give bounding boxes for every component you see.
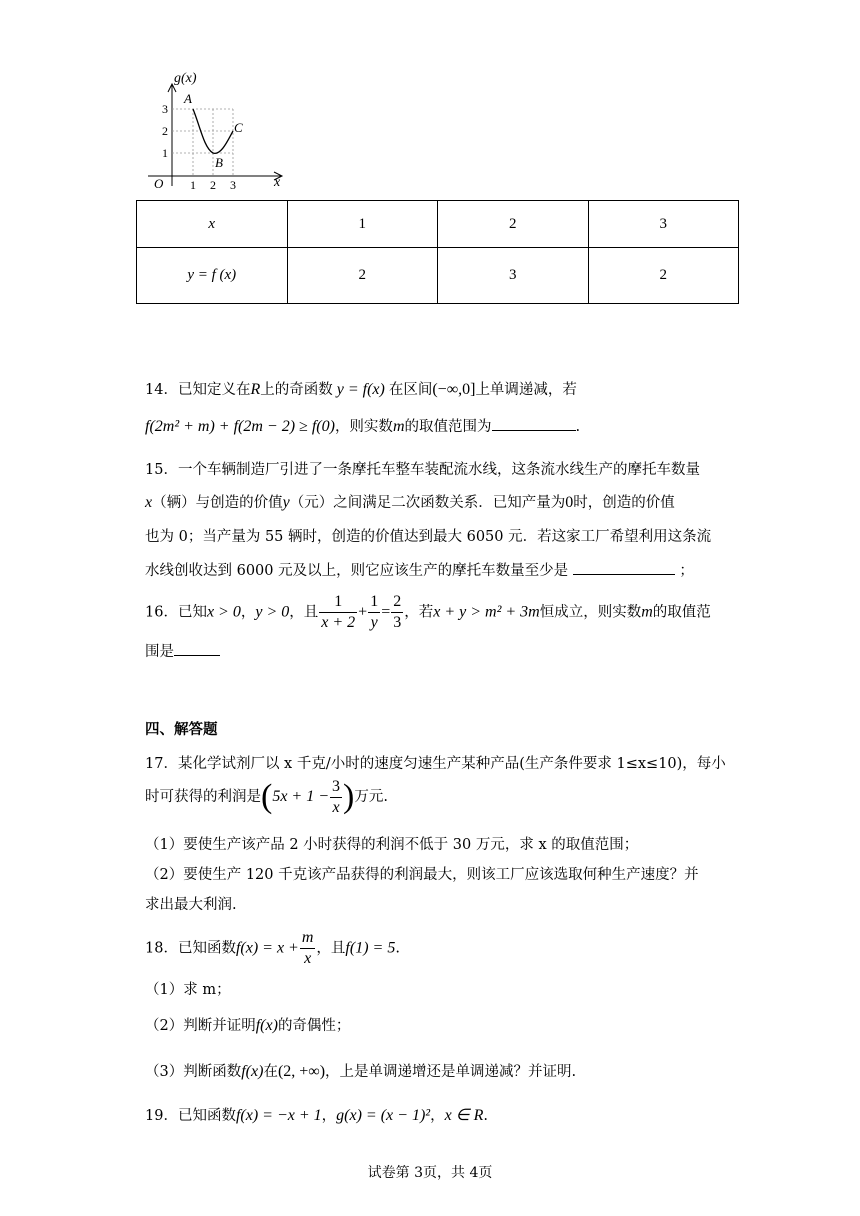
q16-line1: [145, 594, 711, 631]
q18-fx: f(x): [255, 1017, 278, 1034]
x-tick-2: 2: [210, 178, 216, 192]
q16-text: ，若: [404, 604, 434, 621]
q14-line1: 14．已知定义在R上的奇函数 y = f(x) 在区间(−∞,0]上单调递减，若: [145, 381, 577, 398]
q15-line4: [145, 559, 694, 580]
q17-part1: （1）要使生产该产品 2 小时获得的利润不低于 30 万元，求 x 的取值范围；: [145, 837, 639, 853]
q15-text: 时，创造的价值: [573, 495, 675, 511]
table-cell: y = f (x): [137, 248, 288, 304]
q16-sep: ，: [240, 604, 256, 621]
q16-answer-blank: [174, 655, 220, 656]
q14-m: m: [392, 418, 405, 435]
q14-line2: [145, 415, 580, 436]
q14-text: 上单调递减，若: [475, 382, 577, 398]
q16-number: 16．已知: [145, 604, 207, 621]
table-cell: 2: [588, 248, 739, 304]
q16-fraction-1: [319, 594, 357, 631]
table-row: [137, 248, 739, 304]
q18-text: ，上是单调递增还是单调递减？并证明.: [325, 1064, 577, 1080]
g-graph-svg: [140, 68, 290, 193]
y-tick-1: 1: [162, 146, 168, 160]
q18-text: 在: [263, 1064, 278, 1080]
fraction-denominator: x + 2: [321, 614, 356, 631]
q16-text: 恒成立，则实数: [539, 604, 642, 621]
q15-line2: [145, 491, 675, 512]
q19-sep: ，: [321, 1108, 337, 1124]
q19-sep: ，: [430, 1108, 445, 1124]
q19-line1: [145, 1104, 488, 1125]
q17-fraction: [330, 779, 342, 816]
y-tick-2: 2: [162, 124, 168, 138]
q15-text: （元）之间满足二次函数关系．已知产量为: [289, 495, 566, 511]
q18-condition: f(1) = 5: [345, 939, 396, 957]
q15-x: x: [145, 494, 153, 511]
q15-text: （辆）与创造的价值: [152, 495, 283, 511]
q15-line3: 也为 0；当产量为 55 辆时，创造的价值达到最大 6050 元．若这家工厂希望利用这条流: [145, 529, 712, 545]
q17-expression: 5x + 1 −: [272, 788, 330, 805]
q18-number: 18．已知函数: [145, 940, 236, 957]
q16-inequality: x + y > m² + 3m: [433, 603, 540, 621]
q18-end: .: [395, 940, 400, 957]
origin-label: O: [154, 176, 164, 191]
table-row: [137, 201, 739, 248]
table-cell: 1: [287, 201, 438, 248]
q16-fraction-3: [391, 594, 403, 631]
q16-text: 围是: [145, 644, 174, 660]
x-axis-label: x: [274, 175, 281, 190]
q17-line2: 时可获得的利润是(5x + 1 − $\frac{3}{x}$ )万元.: [145, 777, 388, 816]
fraction-denominator: x: [304, 950, 312, 967]
q14-text: 上的奇函数: [260, 382, 333, 398]
table-cell: x: [137, 201, 288, 248]
q14-text: 在区间: [388, 382, 433, 398]
q14-end: .: [575, 419, 581, 435]
q16-cond-x: x > 0: [206, 603, 241, 621]
q17-text: 万元.: [354, 789, 388, 805]
g-function-label: g(x): [174, 71, 197, 86]
point-b-label: B: [215, 155, 223, 170]
table-cell: 3: [588, 201, 739, 248]
q14-text: ，则实数: [334, 419, 393, 435]
fraction-numerator: 1: [368, 594, 380, 613]
g-graph: [140, 68, 290, 193]
q17-text: 时可获得的利润是: [145, 789, 261, 805]
q14-text: 已知定义在: [177, 382, 251, 398]
x-tick-1: 1: [190, 178, 196, 192]
q15-y: y: [282, 494, 290, 511]
q18-part1: （1）求 m；: [145, 982, 231, 998]
q15-zero: 0: [565, 494, 574, 511]
q16-line2: [145, 640, 220, 661]
q16-equals: =: [381, 603, 391, 621]
table-cell: 2: [287, 248, 438, 304]
q14-R: R: [250, 381, 261, 398]
q15-answer-blank: [573, 574, 675, 575]
q16-text: ，且: [289, 604, 319, 621]
page-footer: 试卷第 3页，共 4页: [367, 1165, 493, 1181]
q19-f: f(x) = −x + 1: [235, 1107, 322, 1124]
q19-number: 19．已知函数: [145, 1108, 236, 1124]
value-table: [136, 200, 739, 304]
fraction-numerator: m: [300, 930, 316, 949]
q18-part3: [145, 1060, 576, 1081]
q18-fx: f(x): [241, 1063, 264, 1080]
q17-part2b: 求出最大利润.: [145, 897, 237, 913]
fraction-numerator: 2: [391, 594, 403, 613]
q14-answer-blank: [492, 430, 576, 431]
q18-interval: (2, +∞): [277, 1063, 326, 1080]
y-tick-3: 3: [162, 102, 168, 116]
fraction-denominator: y: [370, 614, 378, 631]
q19-end: .: [483, 1108, 488, 1124]
section-title: 四、解答题: [145, 722, 218, 738]
q15-end: ；: [679, 563, 694, 579]
q14-interval: (−∞,0]: [432, 381, 476, 398]
q15-line1: 15．一个车辆制造厂引进了一条摩托车整车装配流水线，这条流水线生产的摩托车数量: [145, 462, 700, 478]
q14-text: 的取值范围为: [404, 419, 492, 435]
table-cell: 2: [438, 201, 589, 248]
q16-plus: +: [358, 603, 368, 621]
q18-text: ，且: [316, 940, 346, 957]
q14-inequality: f(2m² + m) + f(2m − 2) ≥ f(0): [145, 418, 335, 435]
table-cell: 3: [438, 248, 589, 304]
q14-number: 14．: [145, 382, 178, 398]
q17-part2a: （2）要使生产 120 千克该产品获得的利润最大，则该工厂应该选取何种生产速度？并: [145, 867, 699, 883]
q19-domain: x ∈ R: [444, 1107, 484, 1124]
q18-line1: [145, 930, 400, 967]
q19-g: g(x) = (x − 1)²: [336, 1107, 431, 1124]
q18-definition: f(x) = x +: [235, 939, 299, 957]
fraction-numerator: 3: [330, 779, 342, 798]
point-a-label: A: [184, 91, 192, 106]
q16-text: 的取值范: [652, 604, 711, 621]
fraction-denominator: x: [332, 798, 340, 816]
q18-text: （2）判断并证明: [145, 1018, 256, 1034]
q16-fraction-2: [368, 594, 380, 631]
q18-text: 的奇偶性；: [277, 1018, 351, 1034]
q16-cond-y: y > 0: [255, 603, 290, 621]
fraction-denominator: 3: [393, 614, 402, 631]
q18-text: （3）判断函数: [145, 1064, 242, 1080]
q17-line1: 17．某化学试剂厂以 x 千克/小时的速度匀速生产某种产品(生产条件要求 1≤x≤10)，每小: [145, 756, 726, 772]
point-c-label: C: [234, 120, 243, 135]
q15-text: 水线创收达到 6000 元及以上，则它应该生产的摩托车数量至少是: [145, 563, 569, 579]
fraction-numerator: 1: [319, 594, 357, 613]
q16-m: m: [641, 603, 653, 621]
q18-part2: [145, 1014, 350, 1035]
q18-fraction: [300, 930, 316, 967]
dashed-grid: [172, 109, 233, 176]
x-tick-3: 3: [230, 178, 236, 192]
